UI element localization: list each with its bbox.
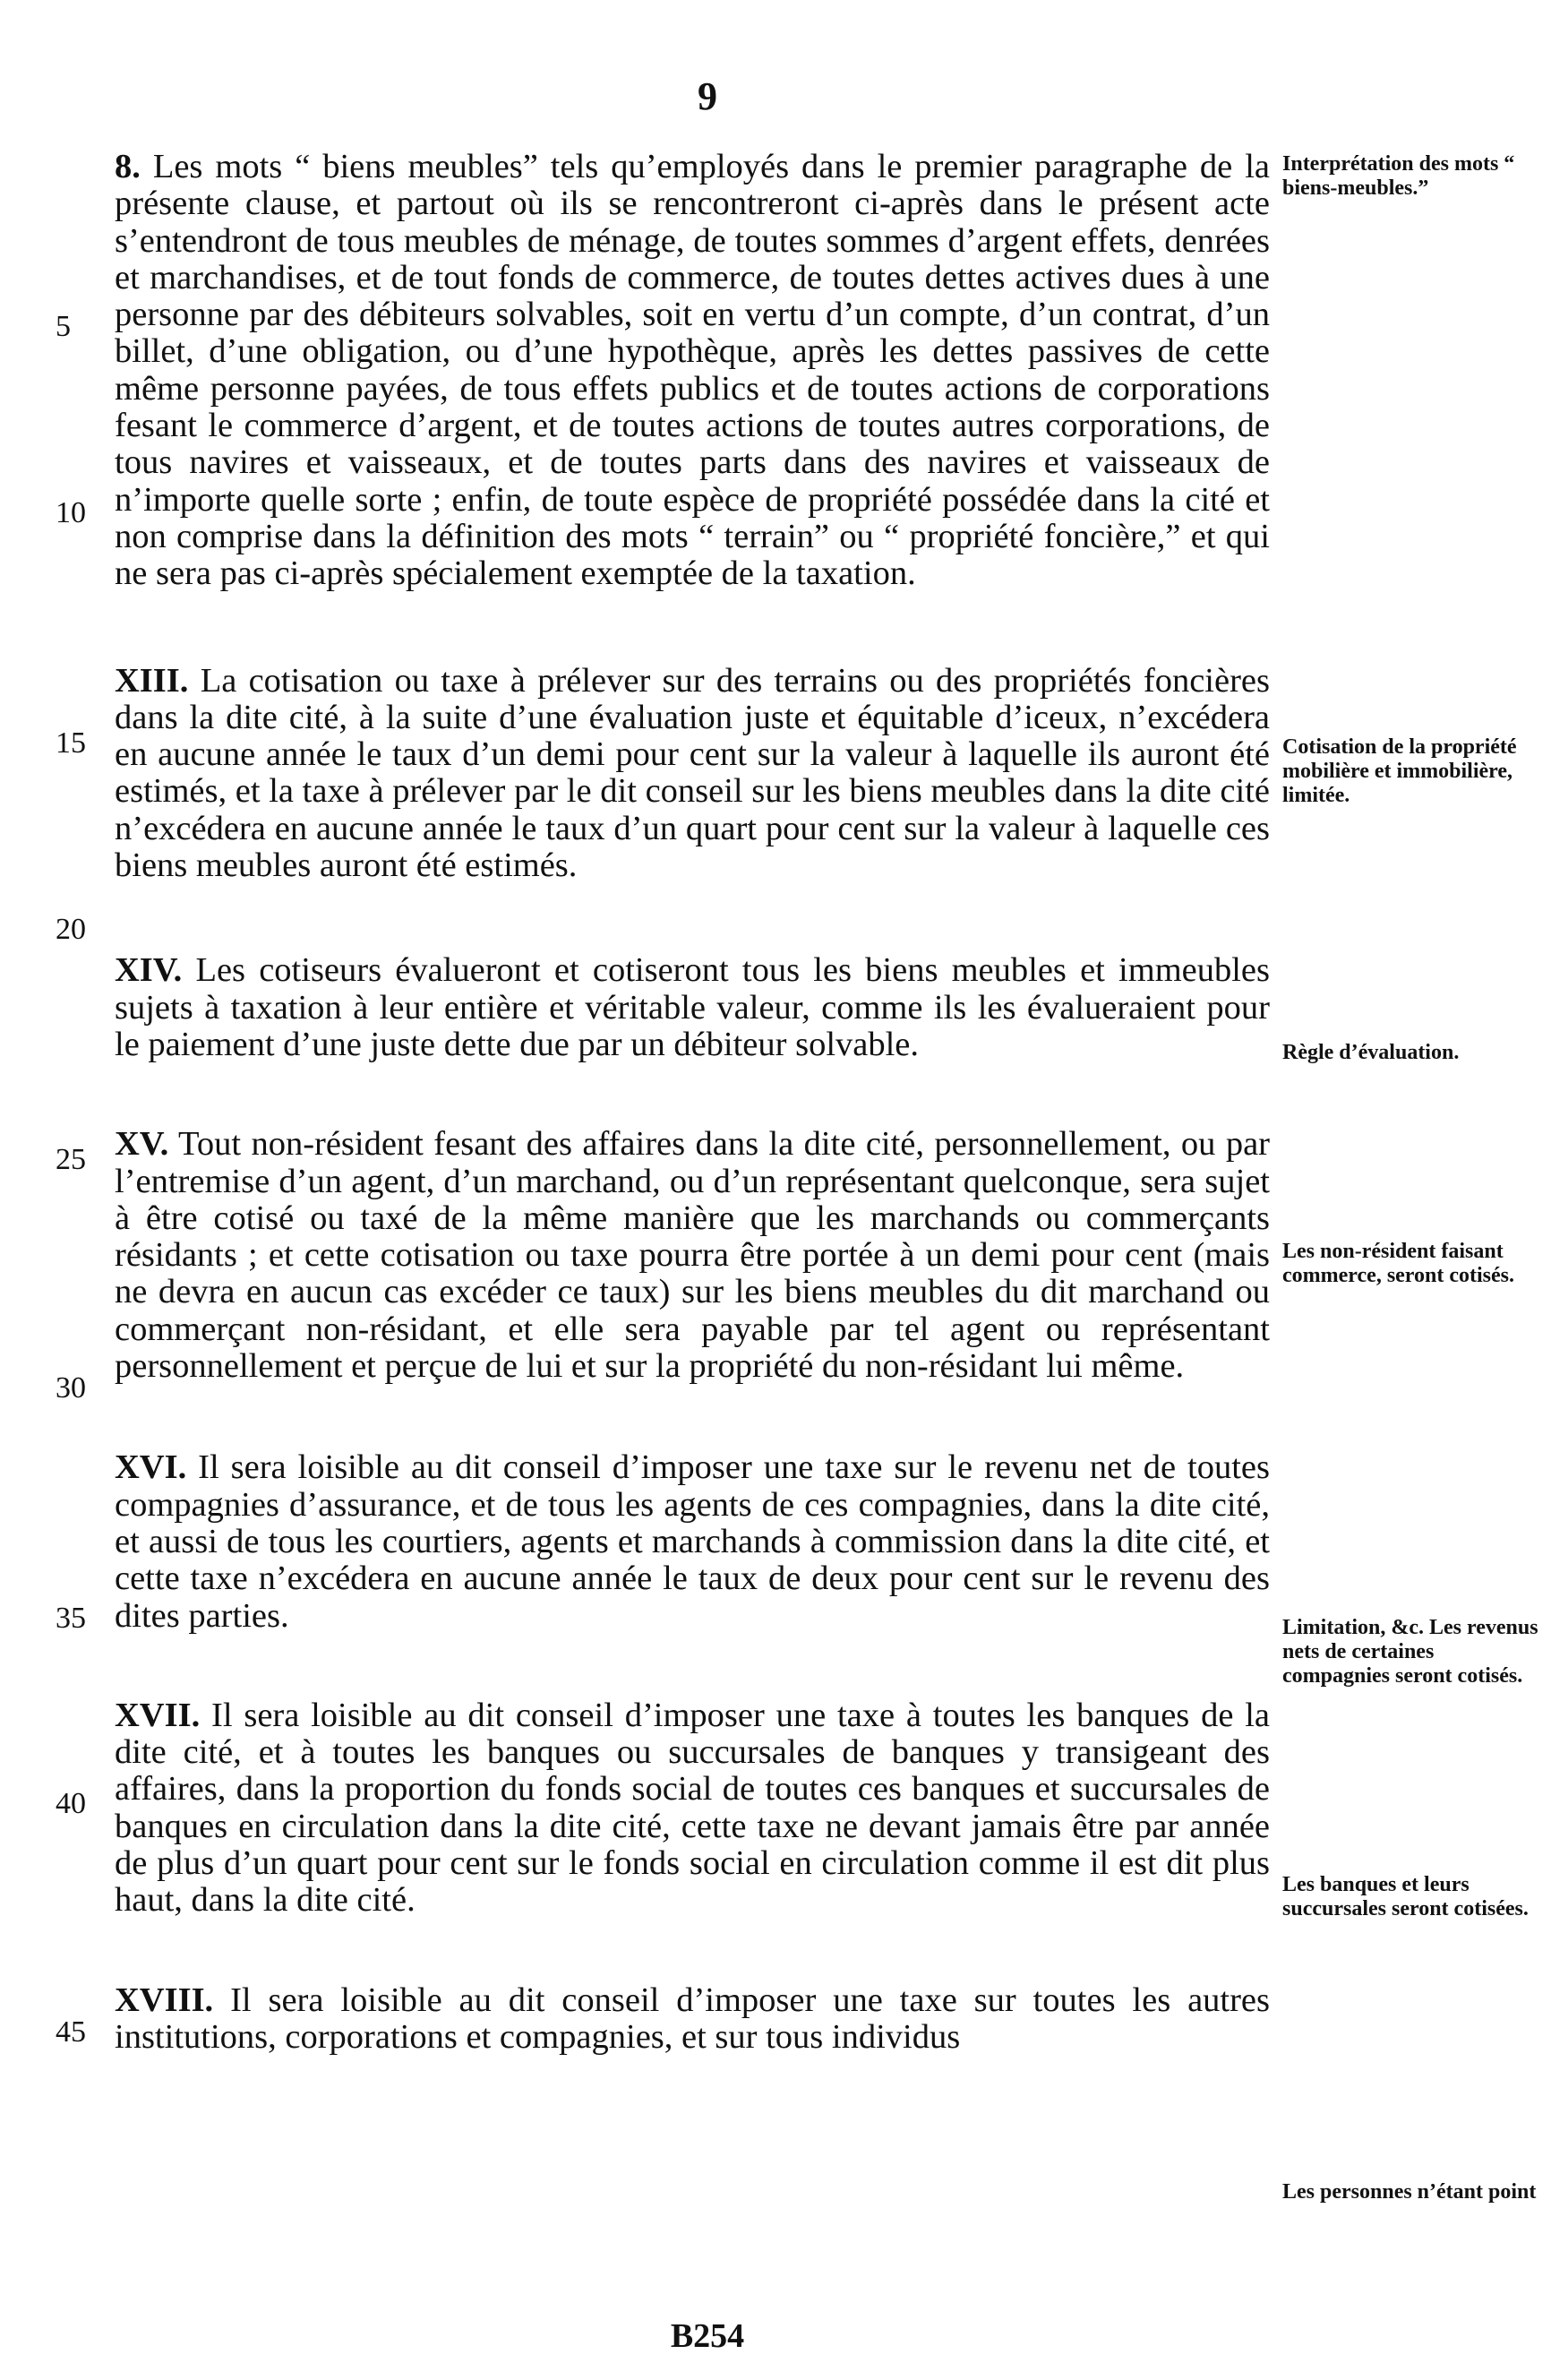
line-number: 35 — [56, 1602, 86, 1635]
paragraph-text: Tout non-résident fesant des affaires dans la dite cité, personnellement, ou par l’entremise d’un agent, d’un marchand, ou d’un représentant quelconque, sera sujet à être cotisé ou taxé de la même manière que les marchands ou commerçants résidants ; et cette cotisation ou taxe pourra être portée à un demi pour cent (mais ne devra en aucun cas excéder ce taux) sur les biens meubles du dit marchand ou commerçant non-résidant, et elle sera payable par tel agent ou représentant personnellement et perçue de lui et sur la propriété du non-résidant lui même. — [115, 1125, 1270, 1386]
margin-note: Les personnes n’étant point — [1282, 2180, 1537, 2204]
margin-note: Règle d’évaluation. — [1282, 1041, 1460, 1064]
paragraph-xiv — [115, 952, 1270, 1063]
paragraph-text: Il sera loisible au dit conseil d’imposer une taxe sur le revenu net de toutes compagnies d’assurance, et de tous les agents de ces compagnies, dans la dite cité, et aussi de tous les courtiers, agents et marchands à commission dans la dite cité, et cette taxe n’excédera en aucune année le taux de deux pour cent sur le revenu des dites parties. — [115, 1448, 1270, 1635]
paragraph-number: 8. — [115, 148, 141, 185]
margin-note: Limitation, &c. Les revenus nets de certaines compagnies seront cotisés. — [1282, 1616, 1538, 1688]
page-number: 9 — [698, 74, 717, 118]
margin-note: Cotisation de la propriété mobilière et immobilière, limitée. — [1282, 735, 1517, 807]
line-number: 25 — [56, 1143, 86, 1176]
paragraph-xv — [115, 1126, 1270, 1385]
paragraph-xiii — [115, 663, 1270, 885]
paragraph-number: XVII. — [115, 1696, 201, 1734]
paragraph-xvii — [115, 1697, 1270, 1920]
line-number: 30 — [56, 1371, 86, 1405]
paragraph-xvi — [115, 1449, 1270, 1634]
line-number: 15 — [56, 726, 86, 760]
margin-note: Interprétation des mots “ biens-meubles.” — [1282, 152, 1515, 200]
margin-note: Les banques et leurs succursales seront cotisées. — [1282, 1873, 1529, 1920]
signature-mark: B254 — [670, 2317, 745, 2355]
line-number: 20 — [56, 913, 86, 946]
margin-note: Les non-résident faisant commerce, seront cotisés. — [1282, 1240, 1515, 1287]
line-number: 5 — [56, 310, 71, 343]
main-text — [115, 149, 1270, 2056]
paragraph-text: Les cotiseurs évalueront et cotiseront tous les biens meubles et immeubles sujets à taxation à leur entière et véritable valeur, comme ils les évalueraient pour le paiement d’une juste dette due par un débiteur solvable. — [115, 951, 1271, 1063]
paragraph-text: Les mots “ biens meubles” tels qu’employés dans le premier paragraphe de la présente clause, et partout où ils se rencontreront ci-après dans le présent acte s’entendront de tous meubles de ménage, de toutes sommes d’argent effets, denrées et marchandises, et de tout fonds de commerce, de toutes dettes actives dues à une personne par des débiteurs solvables, soit en vertu d’un compte, d’un contrat, d’un billet, d’une obligation, ou d’une hypothèque, après les dettes passives de cette même personne payées, de tous effets publics et de toutes actions de corporations fesant le commerce d’argent, et de toutes actions de toutes autres corporations, de tous navires et vaisseaux, et de toutes parts dans des navires et vaisseaux de n’importe quelle sorte ; enfin, de toute espèce de propriété possédée dans la cité et non comprise dans la définition des mots “ terrain” ou “ propriété foncière,” et qui ne sera pas ci-après spécialement exemptée de la taxation. — [115, 148, 1270, 593]
line-number: 10 — [56, 496, 86, 529]
paragraph-8 — [115, 149, 1270, 593]
paragraph-text: Il sera loisible au dit conseil d’imposer une taxe à toutes les banques de la dite cité, et à toutes les banques ou succursales de banques y transigeant des affaires, dans la proportion du fonds social de toutes ces banques et succursales de banques en circulation dans la dite cité, cette taxe ne devant jamais être par année de plus d’un quart pour cent sur le fonds social en circulation comme il est dit plus haut, dans la dite cité. — [115, 1696, 1271, 1920]
paragraph-number: XVI. — [115, 1448, 187, 1487]
paragraph-text: La cotisation ou taxe à prélever sur des terrains ou des propriétés foncières dans la dite cité, à la suite d’une évaluation juste et équitable d’iceux, n’excédera en aucune année le taux d’un demi pour cent sur la valeur à laquelle ils auront été estimés, et la taxe à prélever par le dit conseil sur les biens meubles dans la dite cité n’excédera en aucune année le taux d’un quart pour cent sur la valeur à laquelle ces biens meubles auront été estimés. — [115, 661, 1270, 885]
paragraph-number: XV. — [115, 1125, 169, 1164]
line-number: 45 — [56, 2015, 86, 2049]
paragraph-xviii — [115, 1982, 1270, 2057]
line-number: 40 — [56, 1787, 86, 1820]
paragraph-text: Il sera loisible au dit conseil d’imposer une taxe sur toutes les autres institutions, corporations et compagnies, et sur tous individus — [115, 1980, 1271, 2056]
paragraph-number: XVIII. — [115, 1980, 214, 2019]
paragraph-number: XIV. — [115, 951, 183, 990]
paragraph-number: XIII. — [115, 661, 189, 700]
